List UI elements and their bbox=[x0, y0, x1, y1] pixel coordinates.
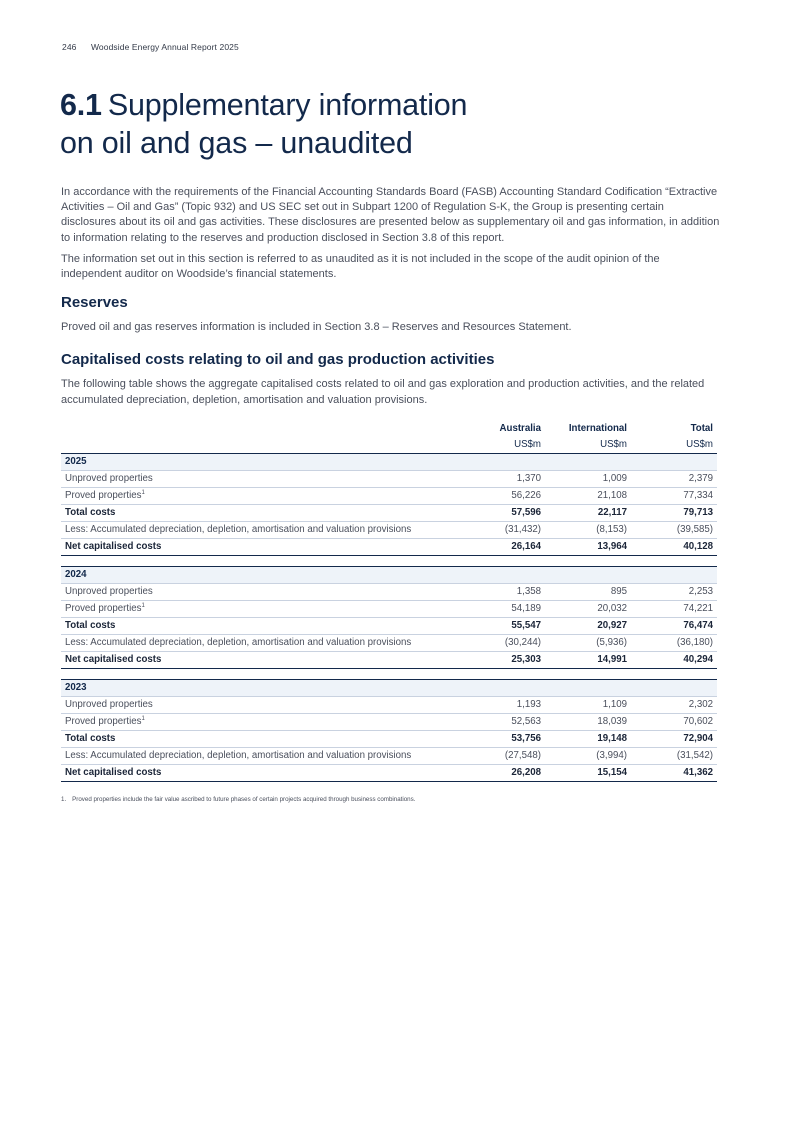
table-units-row bbox=[61, 437, 717, 454]
table-row bbox=[61, 583, 717, 600]
cell-total: (31,542) bbox=[631, 747, 717, 764]
year-label: 2023 bbox=[61, 679, 717, 696]
row-label-text: Net capitalised costs bbox=[65, 654, 162, 666]
cell-total: 40,128 bbox=[631, 538, 717, 555]
cell-total: 40,294 bbox=[631, 651, 717, 668]
row-label-text: Proved properties bbox=[65, 603, 142, 615]
report-title: Woodside Energy Annual Report 2025 bbox=[90, 42, 239, 52]
footnote-marker: 1 bbox=[141, 716, 145, 723]
row-label-text: Less: Accumulated depreciation, depletion, amortisation and valuation provisions bbox=[65, 637, 412, 649]
unit-international: US$m bbox=[545, 437, 631, 454]
table-row bbox=[61, 487, 717, 504]
column-header-australia: Australia bbox=[499, 423, 541, 435]
row-label bbox=[61, 521, 459, 538]
cell-total: 2,379 bbox=[631, 470, 717, 487]
cell-australia: 56,226 bbox=[459, 487, 545, 504]
cell-total: 76,474 bbox=[631, 617, 717, 634]
unit-australia: US$m bbox=[459, 437, 545, 454]
row-label bbox=[61, 713, 459, 730]
table-row bbox=[61, 521, 717, 538]
year-header-row bbox=[61, 453, 717, 470]
cell-international: 22,117 bbox=[545, 504, 631, 521]
cell-total: (39,585) bbox=[631, 521, 717, 538]
row-label bbox=[61, 634, 459, 651]
cell-total: 79,713 bbox=[631, 504, 717, 521]
cell-total: 74,221 bbox=[631, 600, 717, 617]
unit-total: US$m bbox=[631, 437, 717, 454]
table-row bbox=[61, 634, 717, 651]
table-row bbox=[61, 651, 717, 668]
footnote-marker: 1 bbox=[141, 490, 145, 497]
table-row bbox=[61, 600, 717, 617]
cell-australia: 1,358 bbox=[459, 583, 545, 600]
row-label-text: Unproved properties bbox=[65, 473, 153, 485]
footnote-marker: 1 bbox=[141, 603, 145, 610]
table-row bbox=[61, 713, 717, 730]
cell-international: 1,009 bbox=[545, 470, 631, 487]
year-header-row bbox=[61, 679, 717, 696]
row-label bbox=[61, 617, 459, 634]
cell-australia: 26,164 bbox=[459, 538, 545, 555]
row-label-text: Proved properties bbox=[65, 716, 142, 728]
cell-total: 2,302 bbox=[631, 696, 717, 713]
row-label-text: Less: Accumulated depreciation, depletion, amortisation and valuation provisions bbox=[65, 750, 412, 762]
cell-international: 20,032 bbox=[545, 600, 631, 617]
row-label bbox=[61, 538, 459, 555]
cell-australia: 25,303 bbox=[459, 651, 545, 668]
cell-australia: 52,563 bbox=[459, 713, 545, 730]
table-row bbox=[61, 470, 717, 487]
cell-total: 77,334 bbox=[631, 487, 717, 504]
cell-international: 1,109 bbox=[545, 696, 631, 713]
row-label bbox=[61, 764, 459, 781]
cell-total: (36,180) bbox=[631, 634, 717, 651]
cell-international: (5,936) bbox=[545, 634, 631, 651]
cell-australia: (30,244) bbox=[459, 634, 545, 651]
cell-australia: 26,208 bbox=[459, 764, 545, 781]
reserves-heading: Reserves bbox=[61, 294, 128, 312]
row-label bbox=[61, 696, 459, 713]
cell-international: (8,153) bbox=[545, 521, 631, 538]
row-label bbox=[61, 651, 459, 668]
cell-international: 15,154 bbox=[545, 764, 631, 781]
cell-total: 2,253 bbox=[631, 583, 717, 600]
section-number: 6.1 bbox=[60, 88, 102, 122]
table-row bbox=[61, 747, 717, 764]
row-label bbox=[61, 487, 459, 504]
year-label: 2024 bbox=[61, 566, 717, 583]
cell-total: 72,904 bbox=[631, 730, 717, 747]
table-row bbox=[61, 504, 717, 521]
capitalised-costs-table bbox=[61, 421, 717, 782]
footnote-text: Proved properties include the fair value ascribed to future phases of certain projects acquired through business combinations. bbox=[72, 795, 416, 803]
table-row bbox=[61, 764, 717, 781]
table-row bbox=[61, 617, 717, 634]
cell-international: 18,039 bbox=[545, 713, 631, 730]
year-label: 2025 bbox=[61, 453, 717, 470]
main-content bbox=[61, 185, 721, 803]
cell-australia: 53,756 bbox=[459, 730, 545, 747]
intro-paragraph-2: The information set out in this section is referred to as unaudited as it is not included in the scope of the audit opinion of the independent auditor on Woodside’s financial statements. bbox=[61, 252, 660, 281]
row-label-text: Net capitalised costs bbox=[65, 767, 162, 779]
cell-international: 20,927 bbox=[545, 617, 631, 634]
table-spacer bbox=[61, 555, 717, 566]
row-label-text: Proved properties bbox=[65, 490, 142, 502]
row-label bbox=[61, 583, 459, 600]
cell-australia: 55,547 bbox=[459, 617, 545, 634]
row-label-text: Total costs bbox=[65, 733, 116, 745]
row-label-text: Total costs bbox=[65, 507, 116, 519]
cell-australia: 57,596 bbox=[459, 504, 545, 521]
cell-australia: (31,432) bbox=[459, 521, 545, 538]
section-title-line1: Supplementary information bbox=[107, 88, 468, 122]
row-label-text: Less: Accumulated depreciation, depletion, amortisation and valuation provisions bbox=[65, 524, 412, 536]
cell-international: 19,148 bbox=[545, 730, 631, 747]
cell-international: 13,964 bbox=[545, 538, 631, 555]
cell-international: 21,108 bbox=[545, 487, 631, 504]
row-label-text: Net capitalised costs bbox=[65, 541, 162, 553]
cell-international: 895 bbox=[545, 583, 631, 600]
cell-australia: 1,193 bbox=[459, 696, 545, 713]
row-label bbox=[61, 747, 459, 764]
cell-total: 70,602 bbox=[631, 713, 717, 730]
table-spacer bbox=[61, 668, 717, 679]
capitalised-costs-heading: Capitalised costs relating to oil and gas production activities bbox=[61, 351, 495, 369]
cell-international: 14,991 bbox=[545, 651, 631, 668]
year-header-row bbox=[61, 566, 717, 583]
cell-international: (3,994) bbox=[545, 747, 631, 764]
cell-australia: 54,189 bbox=[459, 600, 545, 617]
row-label-text: Total costs bbox=[65, 620, 116, 632]
table-header-row bbox=[61, 421, 717, 437]
section-title-line2: on oil and gas – unaudited bbox=[60, 126, 413, 160]
footnote bbox=[61, 796, 721, 803]
row-label bbox=[61, 600, 459, 617]
capitalised-costs-text: The following table shows the aggregate capitalised costs related to oil and gas exploration and production activities, and the related accumulated depreciation, depletion, amortisation and valuation provisions. bbox=[61, 378, 705, 406]
reserves-text: Proved oil and gas reserves information is included in Section 3.8 – Reserves and Resources Statement. bbox=[61, 321, 572, 334]
section-title bbox=[60, 86, 467, 162]
row-label-text: Unproved properties bbox=[65, 699, 153, 711]
footnote-number: 1. bbox=[61, 795, 67, 803]
row-label bbox=[61, 470, 459, 487]
row-label bbox=[61, 504, 459, 521]
column-header-total: Total bbox=[690, 423, 713, 435]
cell-australia: 1,370 bbox=[459, 470, 545, 487]
row-label bbox=[61, 730, 459, 747]
page-number: 246 bbox=[62, 42, 77, 52]
intro-paragraph-1: In accordance with the requirements of the Financial Accounting Standards Board (FASB) Accounting Standard Codification “Extractive Activities – Oil and Gas” (Topic 932) and US SEC set out in Subpart 1200 of Regulation S-K, the Group is presenting certain disclosures about its oil and gas activities. These disclosures are presented below as supplementary oil and gas information, in addition to information relating to the reserves and production disclosed in Section 3.8 of this report. bbox=[61, 186, 720, 244]
cell-total: 41,362 bbox=[631, 764, 717, 781]
column-header-international: International bbox=[568, 423, 627, 435]
page-header bbox=[62, 42, 239, 52]
cell-australia: (27,548) bbox=[459, 747, 545, 764]
table-row bbox=[61, 538, 717, 555]
table-row bbox=[61, 730, 717, 747]
row-label-text: Unproved properties bbox=[65, 586, 153, 598]
table-row bbox=[61, 696, 717, 713]
